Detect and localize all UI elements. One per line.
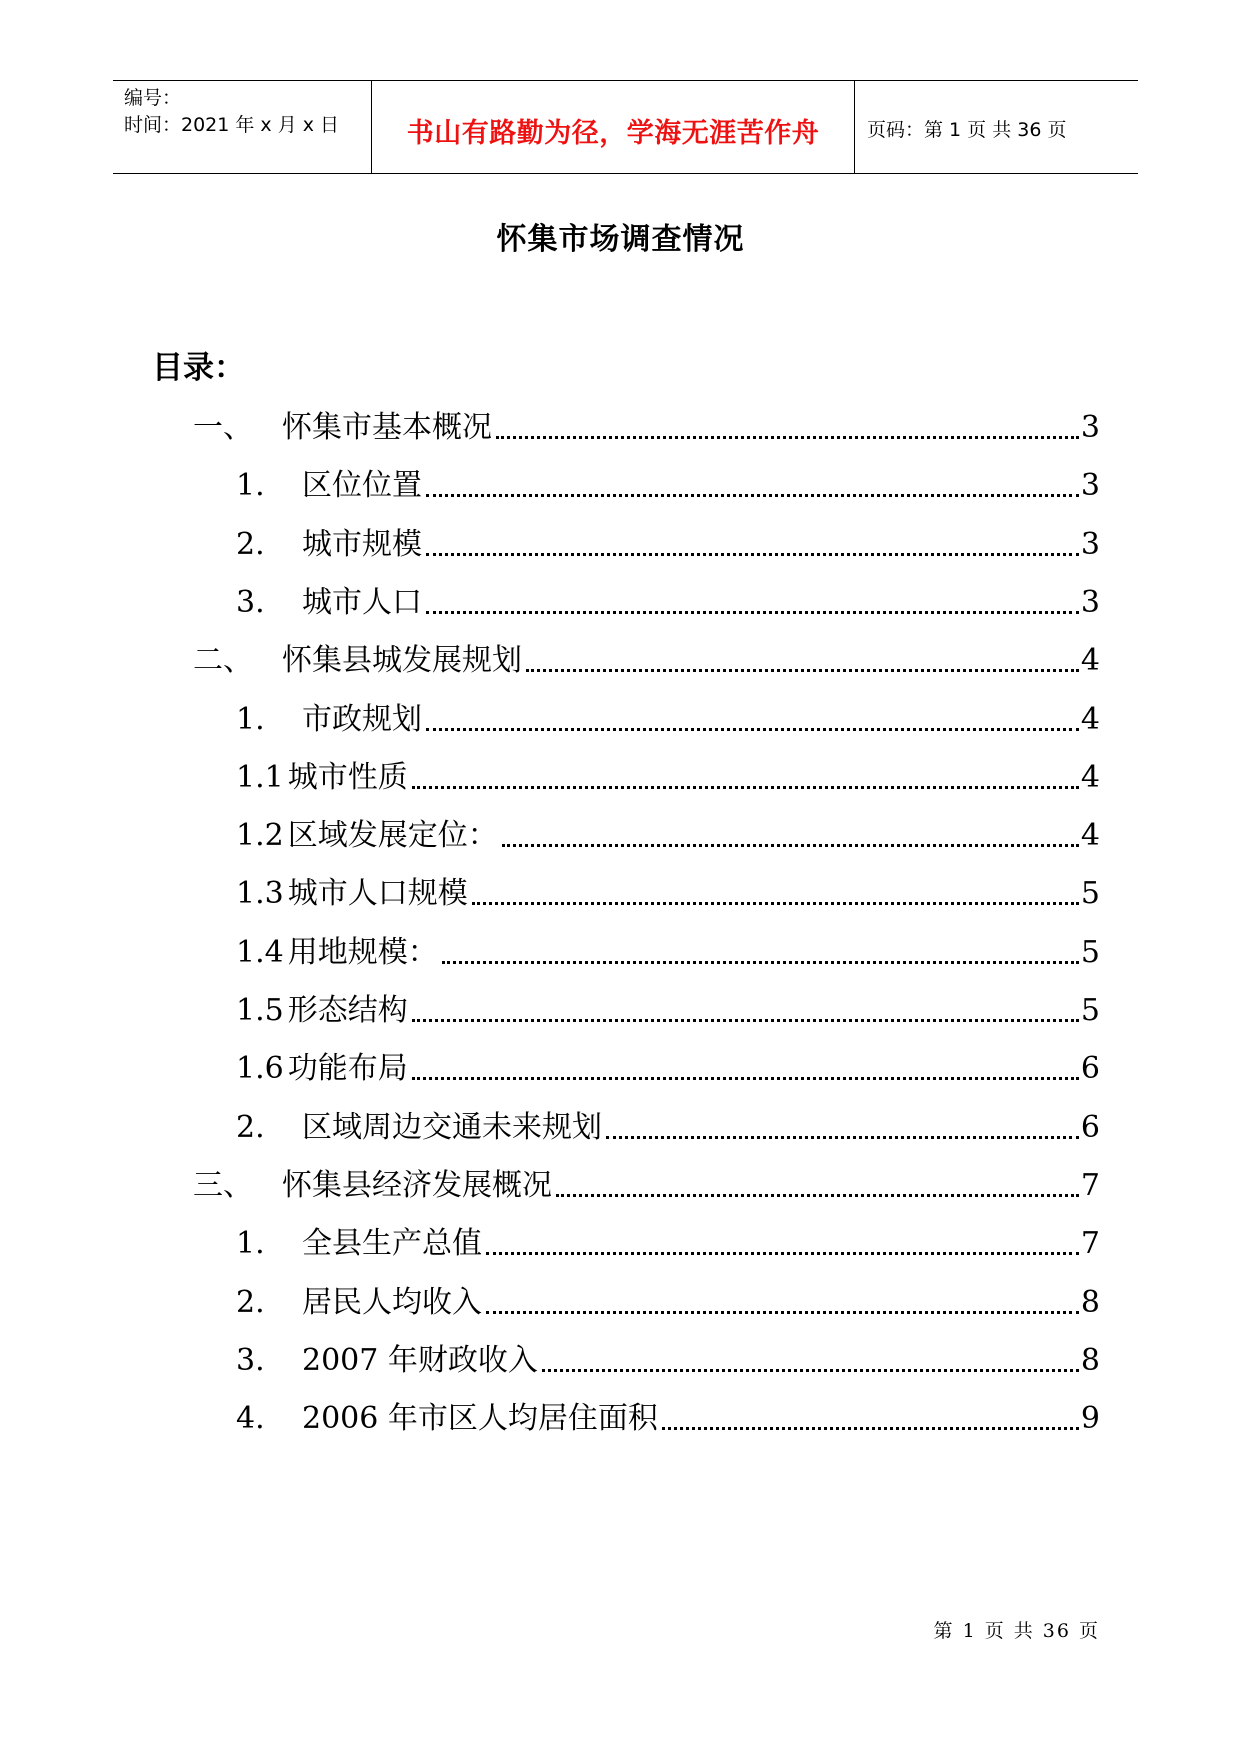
toc-entry[interactable] (236, 933, 1100, 973)
toc-entry-page: 7 (1080, 1168, 1100, 1203)
toc-entry-page: 9 (1080, 1401, 1100, 1436)
toc-entry[interactable] (236, 525, 1100, 565)
toc-entry-label: 区域发展定位： (287, 818, 498, 853)
toc-entry-page: 8 (1080, 1343, 1100, 1378)
toc-entry-number: 1. (236, 702, 265, 737)
toc-entry-label: 全县生产总值 (302, 1226, 482, 1261)
toc-entry-label: 居民人均收入 (302, 1285, 482, 1320)
header-info-cell (113, 81, 372, 173)
toc-leader-dots (426, 494, 1079, 497)
toc-entry-number: 3. (236, 1343, 265, 1378)
toc-entry-label: 功能布局 (287, 1051, 408, 1086)
toc-leader-dots (556, 1194, 1079, 1197)
toc-entry-label: 形态结构 (287, 993, 408, 1028)
toc-entry-page: 3 (1080, 527, 1100, 562)
toc-heading: 目录： (152, 350, 245, 386)
toc-leader-dots (542, 1369, 1079, 1372)
toc-leader-dots (472, 902, 1079, 905)
toc-entry-label: 2007 年财政收入 (302, 1343, 538, 1378)
toc-entry-page: 7 (1080, 1226, 1100, 1261)
toc-leader-dots (426, 728, 1079, 731)
toc-entry-label: 城市人口规模 (287, 876, 468, 911)
toc-entry-number: 2. (236, 1285, 265, 1320)
toc-entry[interactable] (193, 641, 1100, 681)
toc-entry-page: 3 (1080, 468, 1100, 503)
document-header (113, 80, 1138, 174)
toc-entry-page: 4 (1080, 702, 1100, 737)
toc-entry-number: 2. (236, 527, 265, 562)
toc-entry-number: 1. (236, 468, 265, 503)
toc-entry-page: 5 (1080, 993, 1100, 1028)
toc-entry-label: 区域周边交通未来规划 (302, 1110, 602, 1145)
toc-leader-dots (662, 1427, 1079, 1430)
toc-entry[interactable] (236, 1399, 1100, 1439)
toc-entry[interactable] (236, 1224, 1100, 1264)
toc-entry-page: 5 (1080, 935, 1100, 970)
toc-leader-dots (486, 1311, 1079, 1314)
toc-leader-dots (486, 1252, 1079, 1255)
toc-leader-dots (412, 1077, 1079, 1080)
toc-leader-dots (502, 844, 1079, 847)
toc-entry-page: 3 (1080, 410, 1100, 445)
toc-entry[interactable] (236, 758, 1100, 798)
header-motto-cell (372, 81, 855, 173)
toc-entry-number: 一、 (193, 410, 253, 445)
toc-leader-dots (426, 611, 1079, 614)
toc-entry-label: 怀集市基本概况 (282, 410, 492, 445)
header-page-cell (855, 81, 1138, 173)
toc-entry-number: 三、 (193, 1168, 253, 1203)
toc-entry-number: 1.3 (236, 876, 284, 911)
toc-entry-page: 4 (1080, 818, 1100, 853)
toc-leader-dots (412, 786, 1079, 789)
toc-entry-number: 3. (236, 585, 265, 620)
toc-entry-label: 怀集县经济发展概况 (282, 1168, 552, 1203)
toc-entry-number: 4. (236, 1401, 265, 1436)
page-footer: 第 1 页 共 36 页 (933, 1620, 1100, 1642)
toc-entry-number: 1.6 (236, 1051, 284, 1086)
toc-entry[interactable] (236, 1108, 1100, 1148)
toc-entry-label: 区位位置 (302, 468, 422, 503)
toc-entry[interactable] (236, 874, 1100, 914)
toc-entry-page: 6 (1080, 1110, 1100, 1145)
toc-entry-page: 4 (1080, 760, 1100, 795)
toc-entry[interactable] (236, 1049, 1100, 1089)
toc-entry-label: 城市人口 (302, 585, 422, 620)
toc-entry[interactable] (236, 700, 1100, 740)
toc-entry-number: 1.2 (236, 818, 284, 853)
document-time-label: 时间：2021 年 x 月 x 日 (124, 114, 340, 136)
toc-entry-number: 1.4 (236, 935, 284, 970)
toc-entry[interactable] (236, 1341, 1100, 1381)
header-motto: 书山有路勤为径，学海无涯苦作舟 (406, 118, 820, 149)
toc-entry-number: 二、 (193, 643, 253, 678)
toc-entry-page: 5 (1080, 876, 1100, 911)
toc-entry[interactable] (193, 1166, 1100, 1206)
toc-leader-dots (526, 669, 1079, 672)
toc-entry-number: 2. (236, 1110, 265, 1145)
toc-entry-label: 2006 年市区人均居住面积 (302, 1401, 658, 1436)
document-title: 怀集市场调查情况 (496, 222, 745, 257)
toc-entry-label: 市政规划 (302, 702, 422, 737)
toc-entry[interactable] (236, 991, 1100, 1031)
toc-entry[interactable] (236, 583, 1100, 623)
toc-entry[interactable] (236, 816, 1100, 856)
toc-entry-page: 6 (1080, 1051, 1100, 1086)
toc-entry[interactable] (236, 1283, 1100, 1323)
document-number-label: 编号： (124, 87, 182, 109)
toc-entry-number: 1. (236, 1226, 265, 1261)
toc-entry-number: 1.5 (236, 993, 284, 1028)
toc-entry-label: 怀集县城发展规划 (282, 643, 522, 678)
toc-entry-number: 1.1 (236, 760, 284, 795)
toc-entry[interactable] (193, 408, 1100, 448)
toc-leader-dots (606, 1136, 1079, 1139)
toc-entry-page: 3 (1080, 585, 1100, 620)
toc-leader-dots (412, 1019, 1079, 1022)
toc-entry-label: 城市性质 (287, 760, 408, 795)
toc-entry-page: 4 (1080, 643, 1100, 678)
toc-leader-dots (426, 553, 1079, 556)
header-page-code: 页码：第 1 页 共 36 页 (867, 119, 1067, 141)
toc-entry-label: 用地规模： (287, 935, 438, 970)
toc-entry[interactable] (236, 466, 1100, 506)
toc-entry-label: 城市规模 (302, 527, 422, 562)
toc-leader-dots (442, 961, 1079, 964)
toc-leader-dots (496, 436, 1079, 439)
toc-entry-page: 8 (1080, 1285, 1100, 1320)
